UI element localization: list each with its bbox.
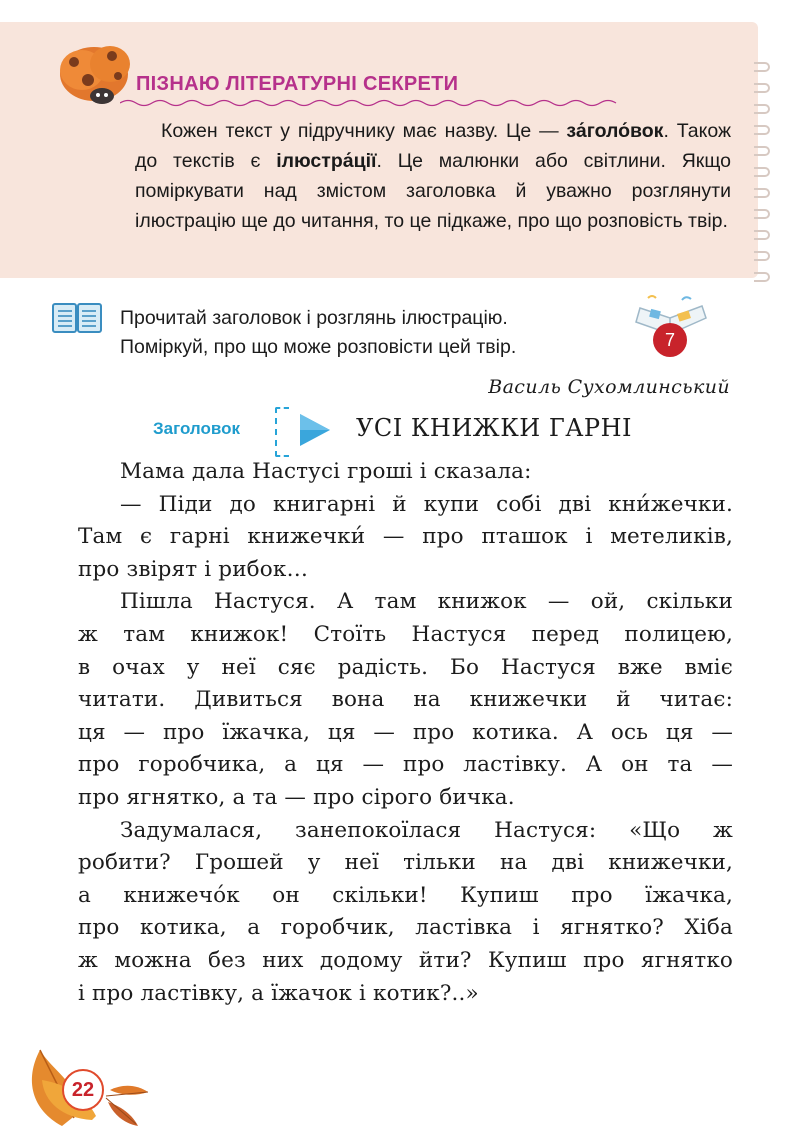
story-line: про котика, а горобчик, ластівка і ягнятко? Хіба (78, 915, 733, 941)
story-line: ця — про їжачка, ця — про котика. А ось ця — (78, 719, 733, 745)
dashed-bracket (275, 407, 289, 457)
info-box-title: ПІЗНАЮ ЛІТЕРАТУРНІ СЕКРЕТИ (136, 73, 459, 95)
author: Василь Сухомлинський (488, 376, 730, 398)
ladybug-icon (52, 34, 136, 104)
story-line: Задумалася, занепокоїлася Настуся: «Що ж (120, 817, 733, 843)
heading-label: Заголовок (153, 419, 241, 438)
story-line: читати. Дивиться вона на книжечки й читає: (78, 687, 733, 713)
info-paragraph (135, 116, 731, 236)
story-line: в очах у неї сяє радість. Бо Настуся вже вміє (78, 654, 733, 680)
info-text-part: . (663, 120, 669, 142)
info-text-part: . Це малюнки або світлини. Якщо поміркувати над змістом заголовка й уважно розглянути ілюстрацію ще до читання, то це підкаже, про що розповість твір. (135, 150, 731, 232)
task-line: Прочитай заголовок і розглянь ілюстрацію. (120, 307, 508, 329)
story-line: а книжечо́к он скільки! Купиш про їжачка, (78, 882, 733, 908)
task-instruction (120, 304, 516, 362)
story-line: — Піди до книгарні й купи собі дві кни́жечки. (120, 491, 733, 517)
wavy-underline (120, 98, 622, 108)
term-heading: за́голо́вок (566, 120, 664, 142)
task-number-badge: 7 (653, 323, 687, 357)
play-arrow-icon (296, 412, 332, 448)
story-line: Мама дала Настусі гроші і сказала: (120, 459, 532, 484)
story-line: робити? Грошей у неї тільки на дві книжечки, (78, 850, 733, 876)
story-line: про горобчика, а ця — про ластівку. А он та — (78, 752, 733, 778)
story-line: про ягнятко, а та — про сірого бичка. (78, 784, 515, 810)
spiral-binding (750, 62, 776, 282)
story-line: Пішла Настуся. А там книжок — ой, скільки (120, 589, 733, 615)
story-line: Там є гарні книжечки́ — про пташок і метеликів, (78, 524, 733, 550)
story-line: ж можна без них додому йти? Купиш про ягнятко (78, 947, 733, 973)
info-text-part: Кожен текст у підручнику має назву. Це — (161, 120, 567, 142)
story-line: і про ластівку, а їжачок і котик?..» (78, 980, 479, 1006)
story-text (78, 456, 733, 1010)
info-box-text (135, 116, 731, 236)
page-number: 22 (62, 1069, 104, 1111)
book-icon (52, 302, 102, 334)
term-illustrations: ілюстра́ції (276, 150, 377, 172)
story-line: ж там книжок! Стоїть Настуся перед полицею, (78, 621, 733, 647)
info-text-part: Також до текстів є (135, 120, 731, 172)
task-line: Поміркуй, про що може розповісти цей твір. (120, 336, 517, 358)
story-line: про звірят і рибок… (78, 556, 309, 582)
story-title: УСІ КНИЖКИ ГАРНІ (356, 414, 632, 442)
